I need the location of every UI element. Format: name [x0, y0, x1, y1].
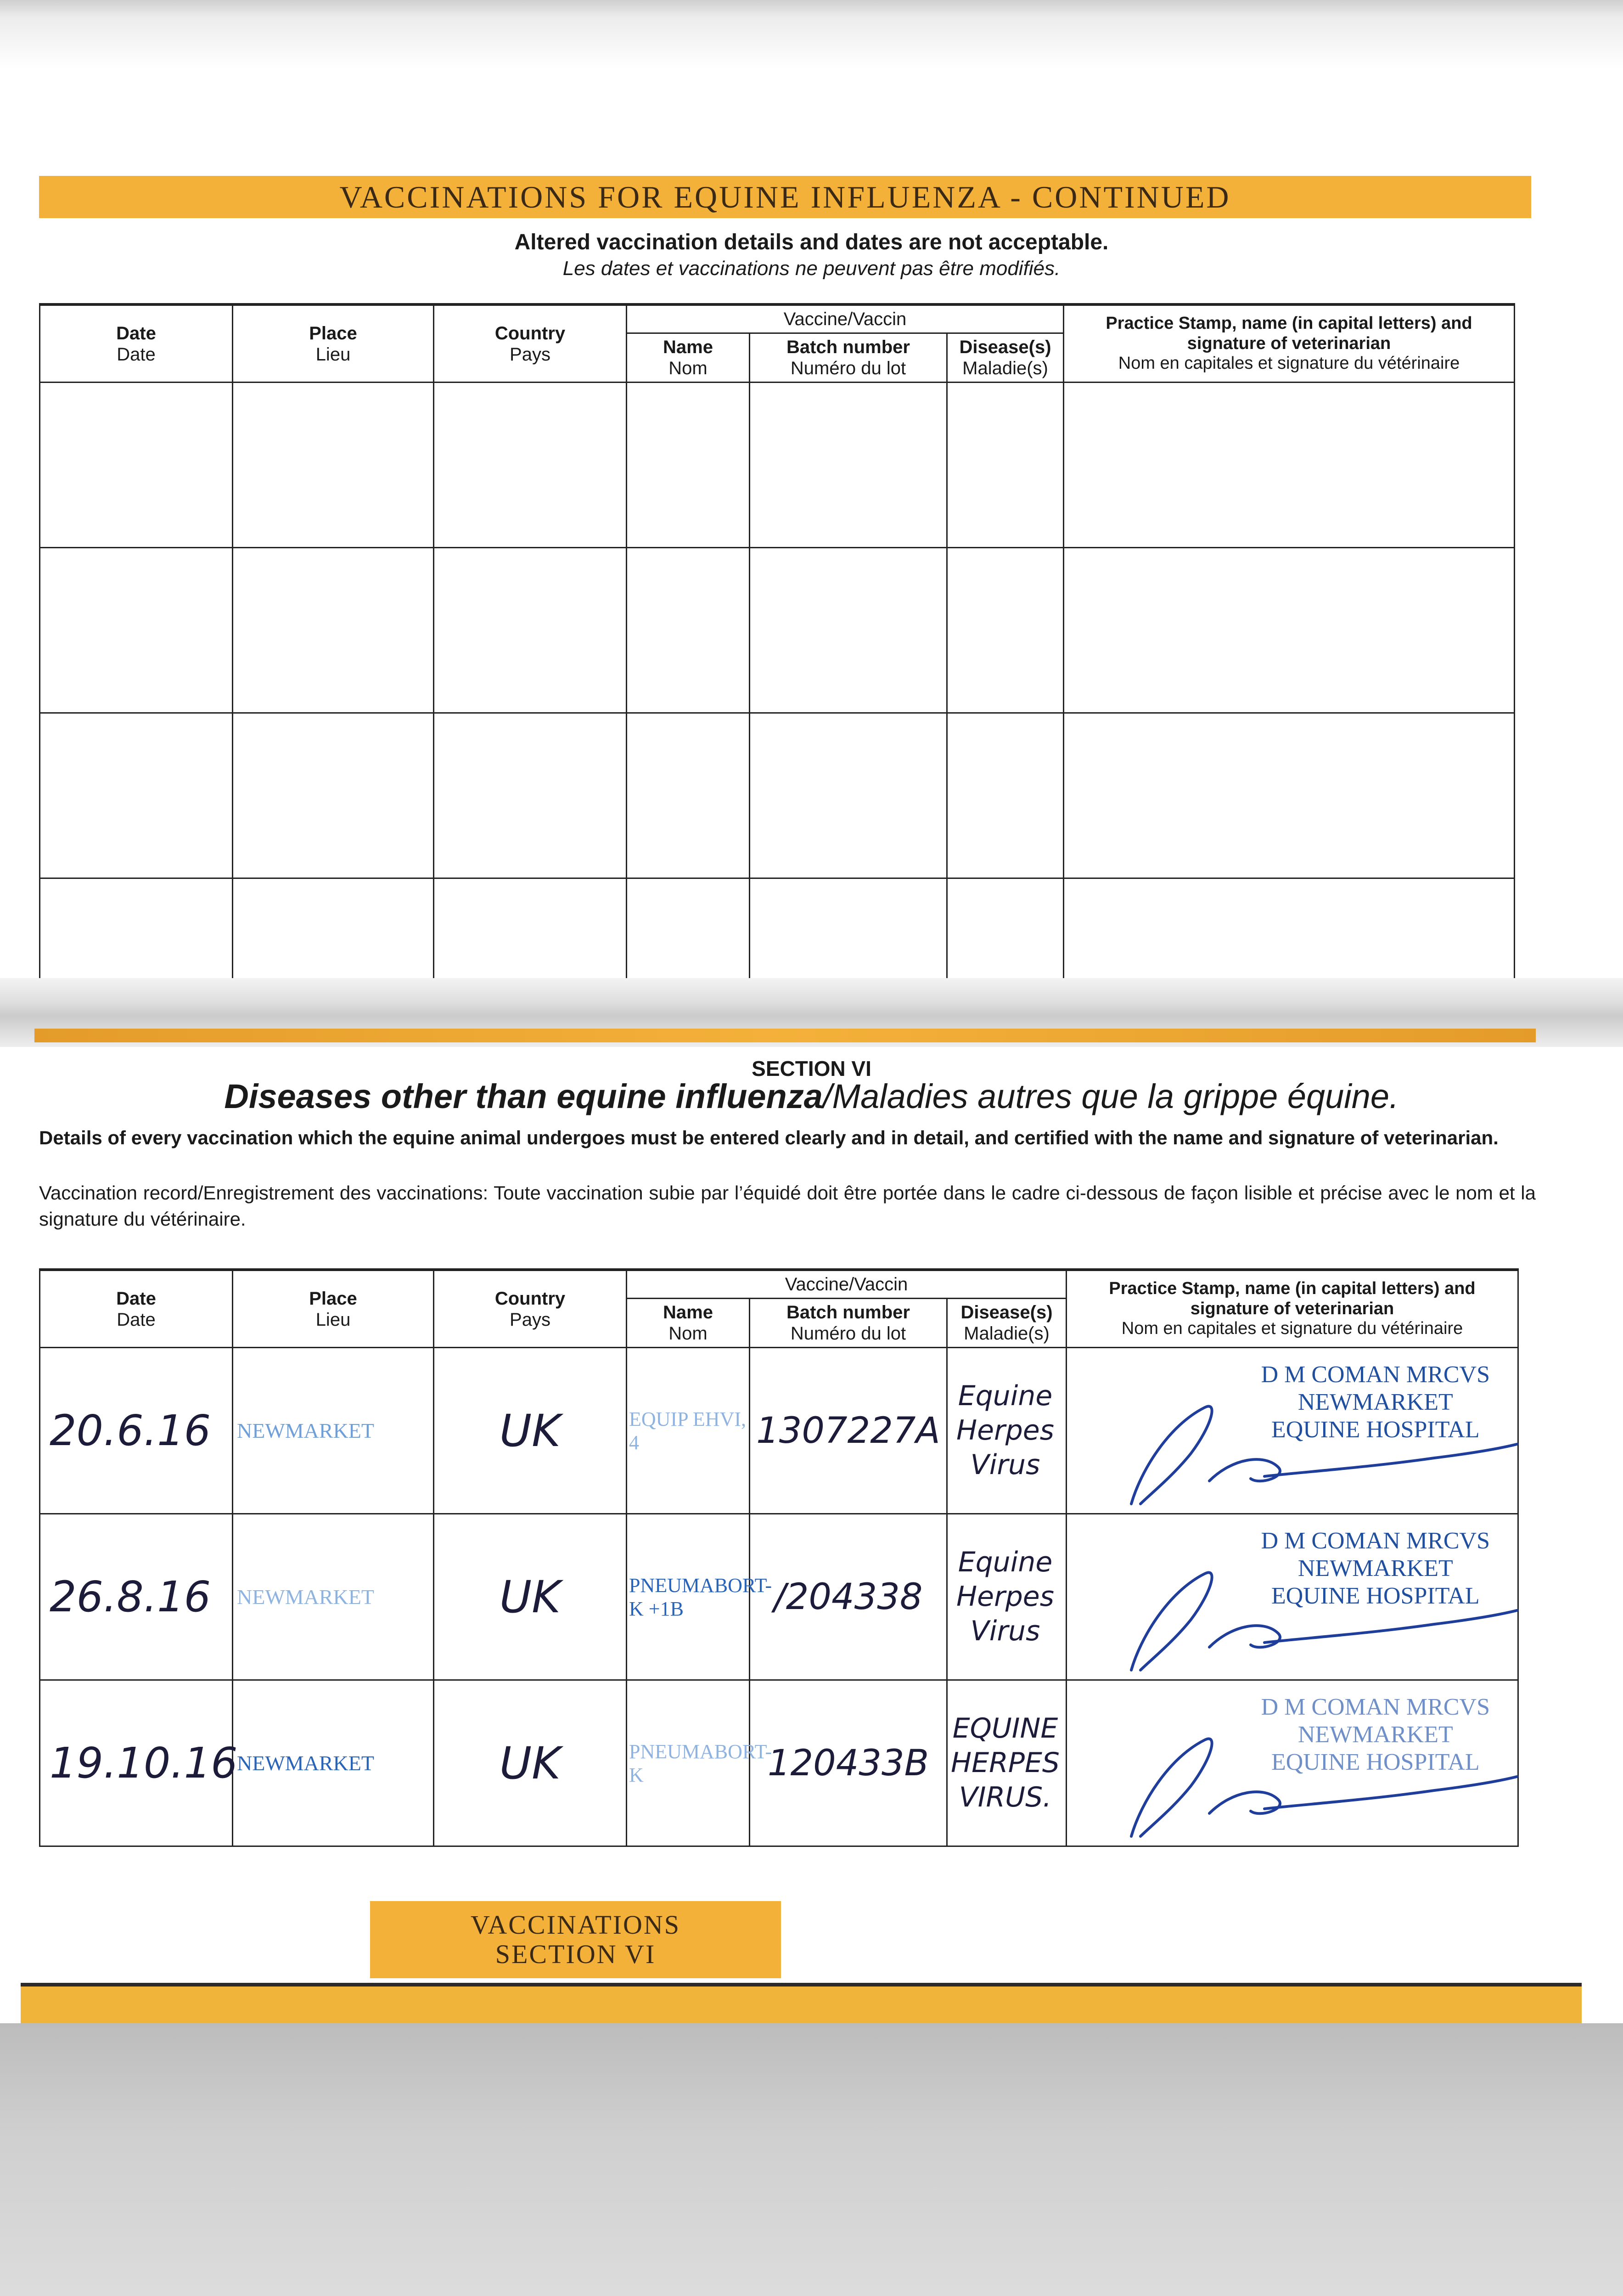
notice-en: Altered vaccination details and dates are not acceptable. — [514, 230, 1109, 254]
record-disease: EQUINE HERPES VIRUS. — [947, 1680, 1067, 1846]
table-row — [40, 1680, 1518, 1846]
notice-fr: Les dates et vaccinations ne peuvent pas être modifiés. — [562, 257, 1061, 280]
practice-stamp: D M COMAN MRCVS NEWMARKET EQUINE HOSPITAL — [1261, 1528, 1490, 1609]
section-tab-line-2: SECTION VI — [495, 1939, 656, 1969]
section-tab-line-1: VACCINATIONS — [470, 1910, 681, 1940]
record-disease: Equine Herpes Virus — [947, 1348, 1067, 1514]
record-date: 19.10.16 — [40, 1680, 233, 1846]
column-name: Name Nom — [627, 333, 750, 383]
column-batch: Batch number Numéro du lot — [750, 1299, 947, 1348]
table-row — [40, 1348, 1518, 1514]
column-disease: Disease(s) Maladie(s) — [947, 333, 1064, 383]
scan-shadow-bottom — [0, 2023, 1623, 2296]
column-vaccine-group: Vaccine/Vaccin — [627, 304, 1064, 333]
table-row — [40, 383, 1515, 548]
column-date: Date Date — [40, 304, 233, 383]
record-batch: 120433B — [750, 1680, 947, 1846]
page-edge-band — [21, 1983, 1582, 2023]
column-stamp: Practice Stamp, name (in capital letters) and signature of veterinarian Nom en capitales et signature du vétérinaire — [1064, 304, 1515, 383]
record-vaccine-name: PNEUMABORT-K — [627, 1680, 750, 1846]
record-vaccine-name: EQUIP EHVI, 4 — [627, 1348, 750, 1514]
record-country: UK — [434, 1348, 627, 1514]
table-row — [40, 548, 1515, 713]
table-row — [40, 1514, 1518, 1680]
record-disease: Equine Herpes Virus — [947, 1514, 1067, 1680]
record-date: 26.8.16 — [40, 1514, 233, 1680]
column-country: Country Pays — [434, 1270, 627, 1348]
column-name: Name Nom — [627, 1299, 750, 1348]
record-place: NEWMARKET — [233, 1348, 434, 1514]
column-stamp: Practice Stamp, name (in capital letters) and signature of veterinarian Nom en capitales et signature du vétérinaire — [1067, 1270, 1518, 1348]
record-place: NEWMARKET — [233, 1680, 434, 1846]
column-disease: Disease(s) Maladie(s) — [947, 1299, 1067, 1348]
column-vaccine-group: Vaccine/Vaccin — [627, 1270, 1067, 1299]
column-country: Country Pays — [434, 304, 627, 383]
column-date: Date Date — [40, 1270, 233, 1348]
other-diseases-vaccination-table — [39, 1268, 1519, 1847]
record-vaccine-name: PNEUMABORT-K +1B — [627, 1514, 750, 1680]
instructions-en: Details of every vaccination which the equine animal undergoes must be entered clearly and in detail, and certified with the name and signature of veterinarian. — [39, 1127, 1499, 1148]
column-batch: Batch number Numéro du lot — [750, 333, 947, 383]
record-country: UK — [434, 1514, 627, 1680]
practice-stamp: D M COMAN MRCVS NEWMARKET EQUINE HOSPITAL — [1261, 1362, 1490, 1443]
section-heading: Diseases other than equine influenza/Maladies autres que la grippe équine. — [224, 1077, 1399, 1115]
section-tab — [370, 1901, 781, 1978]
vet-signature — [1113, 1555, 1526, 1675]
record-country: UK — [434, 1680, 627, 1846]
record-place: NEWMARKET — [233, 1514, 434, 1680]
record-batch: /204338 — [750, 1514, 947, 1680]
record-vet-stamp — [1067, 1680, 1518, 1846]
record-date: 20.6.16 — [40, 1348, 233, 1514]
page-title: VACCINATIONS FOR EQUINE INFLUENZA - CONTINUED — [339, 179, 1231, 214]
practice-stamp: D M COMAN MRCVS NEWMARKET EQUINE HOSPITAL — [1261, 1694, 1490, 1775]
fold-accent-band — [34, 1029, 1536, 1042]
record-vet-stamp — [1067, 1348, 1518, 1514]
section-banner — [39, 176, 1531, 218]
scan-shadow-top — [0, 0, 1623, 69]
section-label: SECTION VI — [752, 1057, 871, 1080]
influenza-vaccination-table — [39, 303, 1515, 1044]
instructions-fr: Vaccination record/Enregistrement des vaccinations: Toute vaccination subie par l’équidé doit être portée dans le cadre ci-dessous de façon lisible et précise avec le nom et la signature du vétérinaire. — [39, 1182, 1536, 1230]
column-place: Place Lieu — [233, 1270, 434, 1348]
record-batch: 1307227A — [750, 1348, 947, 1514]
column-place: Place Lieu — [233, 304, 434, 383]
vet-signature — [1113, 1722, 1526, 1841]
vet-signature — [1113, 1389, 1526, 1508]
record-vet-stamp — [1067, 1514, 1518, 1680]
table-row — [40, 713, 1515, 878]
